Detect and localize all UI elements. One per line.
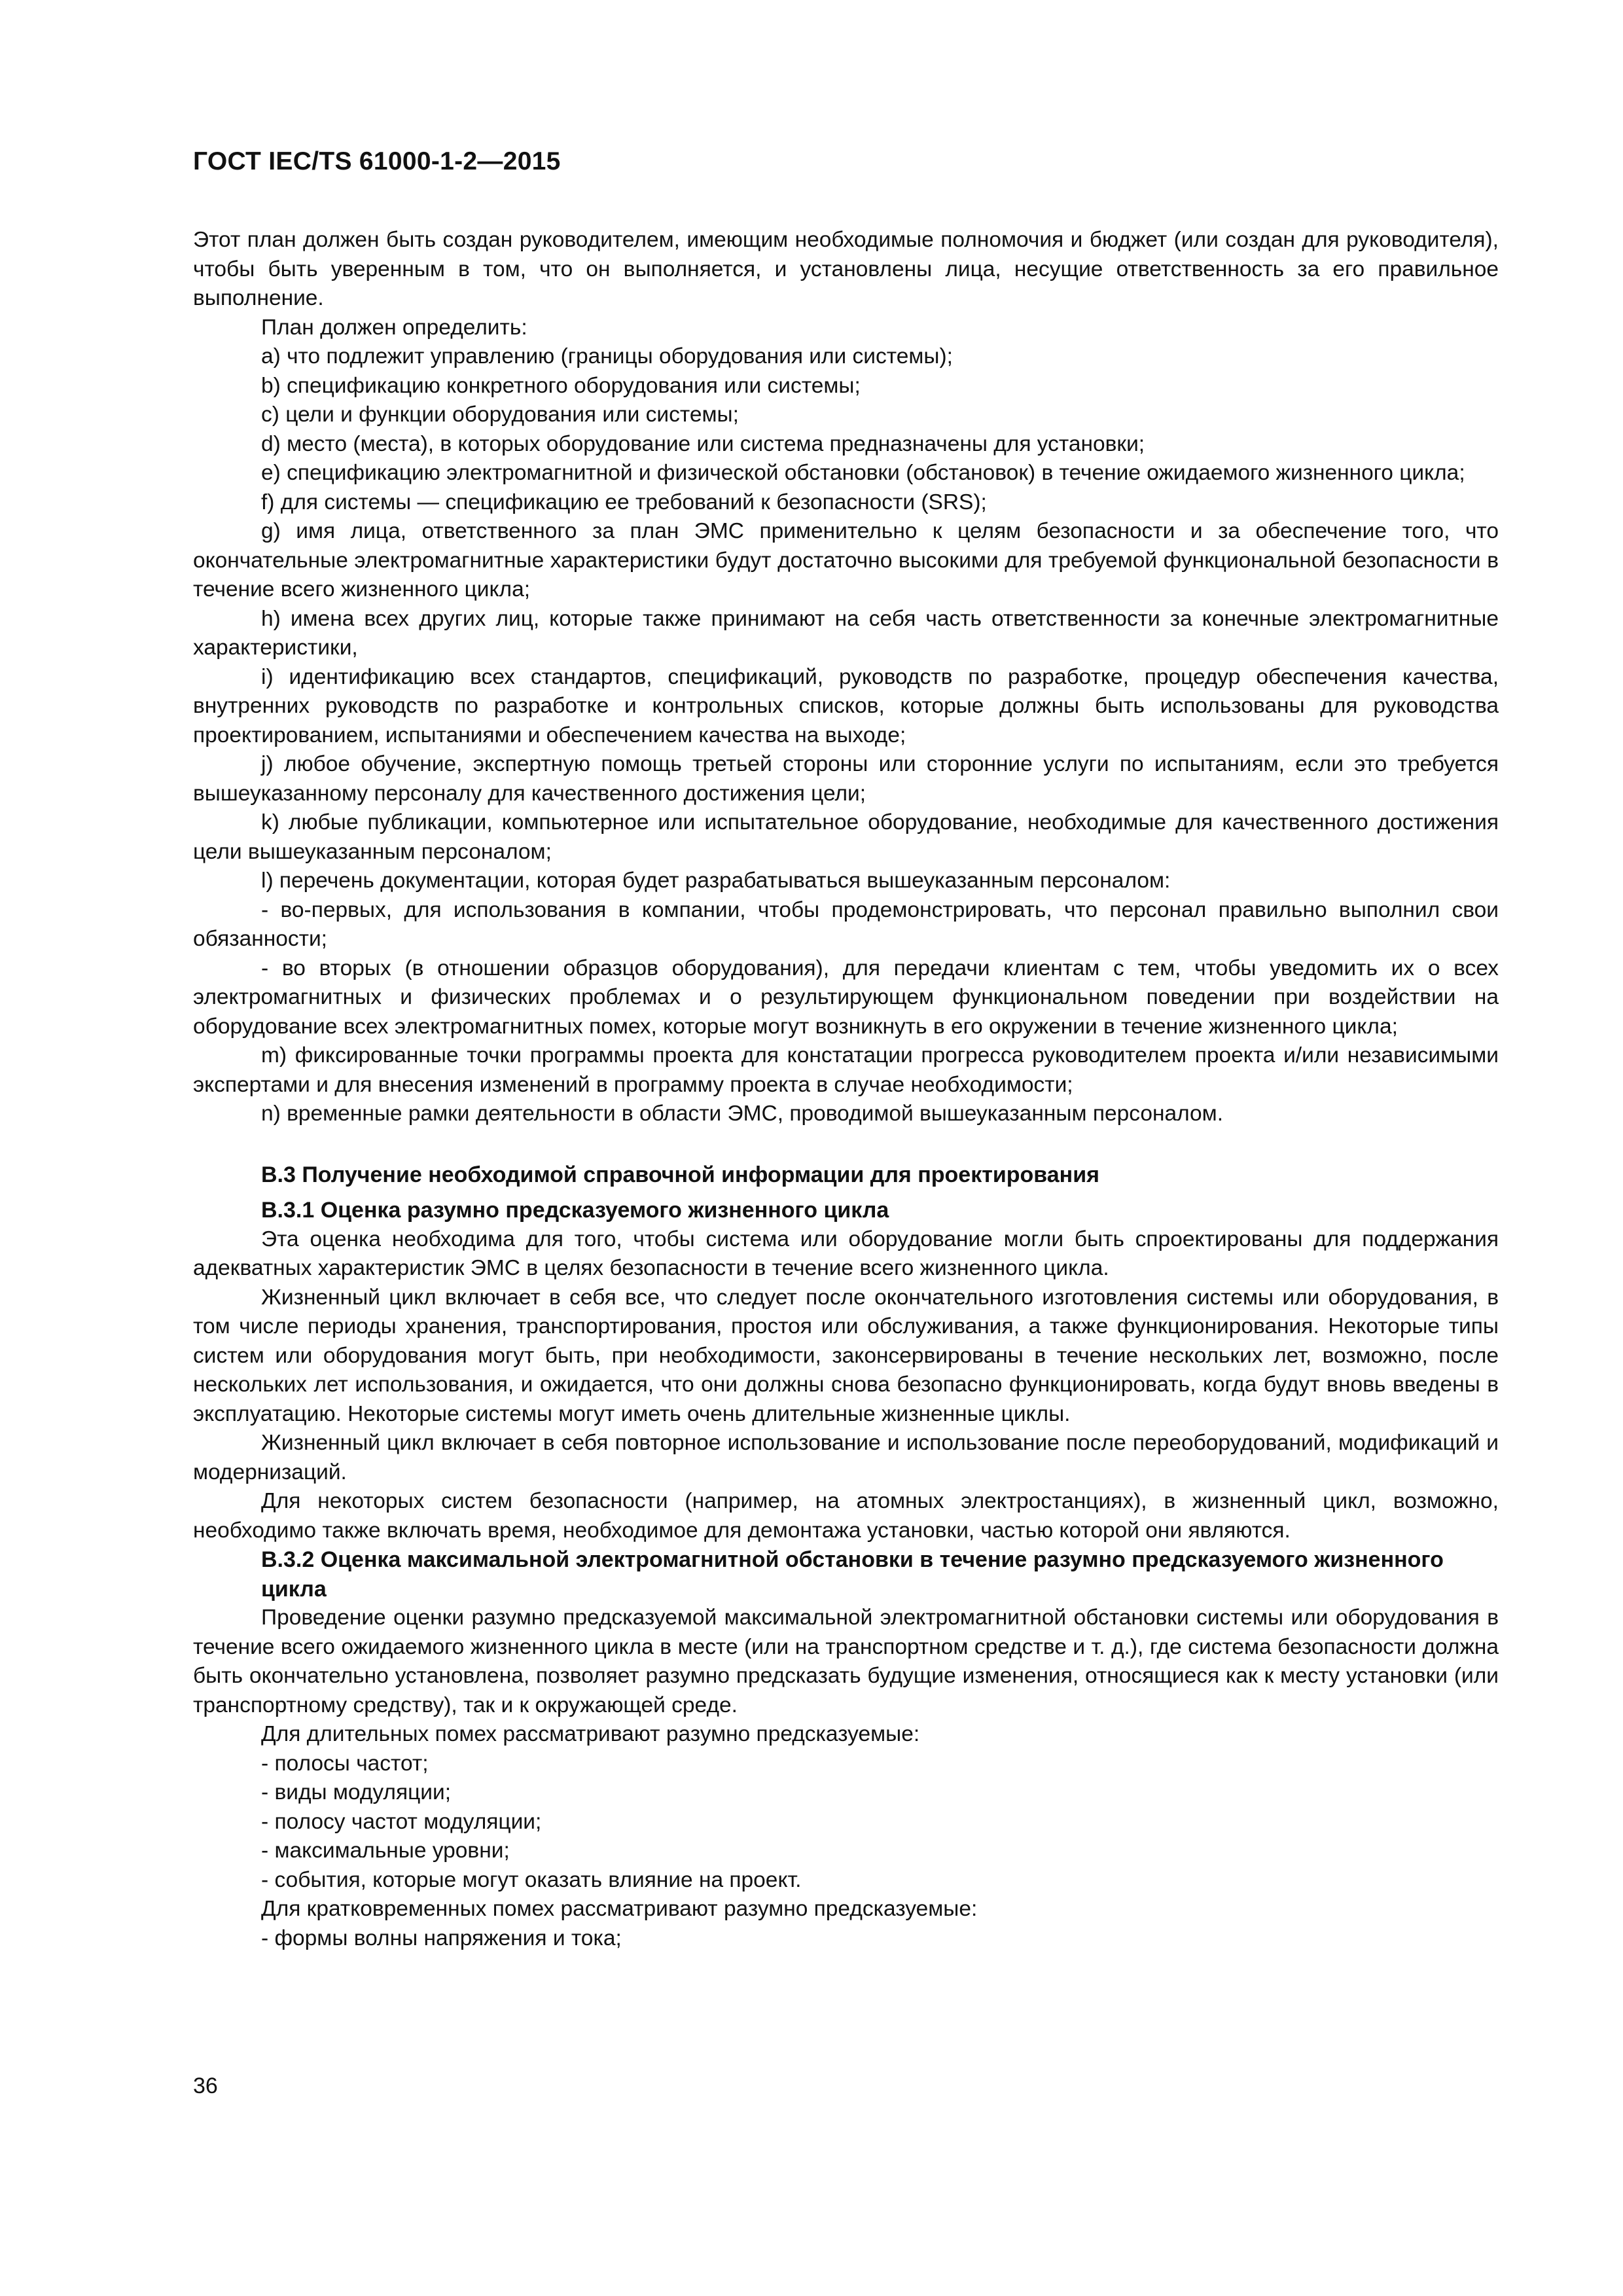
list-item: е) спецификацию электромагнитной и физической обстановки (обстановок) в течение ожидаемого жизненного цикла; (261, 461, 1465, 485)
paragraph: Этот план должен быть создан руководителем, имеющим необходимые полномочия и бюджет (или создан для руководителя), чтобы быть уверенным в том, что он выполняется, и установлены лица, несущие ответственность за его правильное выполнение. (193, 228, 1499, 310)
list-item: - полосы частот; (261, 1751, 429, 1776)
list-item: - во-первых, для использования в компании, чтобы продемонстрировать, что персонал правильно выполнил свои обязанности; (193, 897, 1499, 951)
document-body (193, 226, 1499, 1953)
list-item: - события, которые могут оказать влияние на проект. (261, 1867, 802, 1892)
list-item: j) любое обучение, экспертную помощь третьей стороны или сторонние услуги по испытаниям, если это требуется вышеуказанному персоналу для качественного достижения цели; (193, 752, 1499, 806)
list-item: n) временные рамки деятельности в области ЭМС, проводимой вышеуказанным персоналом. (261, 1102, 1224, 1126)
list-item: - максимальные уровни; (261, 1839, 510, 1863)
list-item: h) имена всех других лиц, которые также принимают на себя часть ответственности за конечные электромагнитные характеристики, (193, 606, 1499, 660)
list-item: b) спецификацию конкретного оборудования или системы; (261, 373, 861, 398)
list-item: - формы волны напряжения и тока; (261, 1926, 622, 1950)
paragraph: Для длительных помех рассматривают разумно предсказуемые: (261, 1722, 920, 1746)
section-heading-b31: В.3.1 Оценка разумно предсказуемого жизненного цикла (261, 1198, 889, 1223)
list-item: - виды модуляции; (261, 1780, 452, 1804)
paragraph: Жизненный цикл включает в себя все, что следует после окончательного изготовления системы или оборудования, в том числе периоды хранения, транспортирования, простоя или обслуживания, а также функционирования. Некоторые типы систем или оборудования могут быть, при необходимости, законсервированы в течение нескольких лет, возможно, после нескольких лет использования, и ожидается, что они должны снова безопасно функционировать, когда будут вновь введены в эксплуатацию. Некоторые системы могут иметь очень длительные жизненные циклы. (193, 1285, 1499, 1426)
section-heading-b32: В.3.2 Оценка максимальной электромагнитной обстановки в течение разумно предсказуемого жизненного цикла (261, 1547, 1444, 1602)
paragraph: Для некоторых систем безопасности (например, на атомных электростанциях), в жизненный цикл, возможно, необходимо также включать время, необходимое для демонтажа установки, частью которой они являются. (193, 1489, 1499, 1543)
list-item: k) любые публикации, компьютерное или испытательное оборудование, необходимые для качественного достижения цели вышеуказанным персоналом; (193, 810, 1499, 864)
list-item: m) фиксированные точки программы проекта для констатации прогресса руководителем проекта и/или независимыми экспертами и для внесения изменений в программу проекта в случае необходимости; (193, 1043, 1499, 1097)
list-item: c) цели и функции оборудования или системы; (261, 403, 739, 427)
paragraph: Проведение оценки разумно предсказуемой максимальной электромагнитной обстановки системы или оборудования в течение всего ожидаемого жизненного цикла в месте (или на транспортном средстве и т. д.), где система безопасности должна быть окончательно установлена, позволяет разумно предсказать будущие изменения, относящиеся как к месту установки (или транспортному средству), так и к окружающей среде. (193, 1605, 1499, 1717)
list-item: l) перечень документации, которая будет разрабатываться вышеуказанным персоналом: (261, 869, 1171, 893)
paragraph: Жизненный цикл включает в себя повторное использование и использование после переоборудований, модификаций и модернизаций. (193, 1431, 1499, 1484)
list-item: i) идентификацию всех стандартов, спецификаций, руководств по разработке, процедур обеспечения качества, внутренних руководств по разработке и контрольных списков, которые должны быть использованы для руководства проектированием, испытаниями и обеспечением качества на выходе; (193, 664, 1499, 747)
list-item: d) место (места), в которых оборудование или система предназначены для установки; (261, 431, 1145, 456)
paragraph: Эта оценка необходима для того, чтобы система или оборудование могли быть спроектированы для поддержания адекватных характеристик ЭМС в целях безопасности в течение всего жизненного цикла. (193, 1227, 1499, 1280)
section-heading-b3: В.3 Получение необходимой справочной информации для проектирования (261, 1162, 1099, 1187)
list-item: а) что подлежит управлению (границы оборудования или системы); (261, 344, 953, 368)
list-item: g) имя лица, ответственного за план ЭМС применительно к целям безопасности и за обеспечение того, что окончательные электромагнитные характеристики будут достаточно высокими для требуемой функциональной безопасности в течение всего жизненного цикла; (193, 519, 1499, 601)
paragraph: План должен определить: (261, 315, 527, 340)
list-item: - полосу частот модуляции; (261, 1809, 542, 1834)
list-item: f) для системы — спецификацию ее требований к безопасности (SRS); (261, 490, 987, 514)
page-number: 36 (193, 2073, 218, 2098)
document-header: ГОСТ IEC/TS 61000-1-2—2015 (193, 147, 561, 175)
paragraph: Для кратковременных помех рассматривают разумно предсказуемые: (261, 1897, 978, 1921)
list-item: - во вторых (в отношении образцов оборудования), для передачи клиентам с тем, чтобы уведомить их о всех электромагнитных и физических проблемах и о результирующем функциональном поведении при воздействии на оборудование всех электромагнитных помех, которые могут возникнуть в его окружении в течение жизненного цикла; (193, 956, 1499, 1039)
